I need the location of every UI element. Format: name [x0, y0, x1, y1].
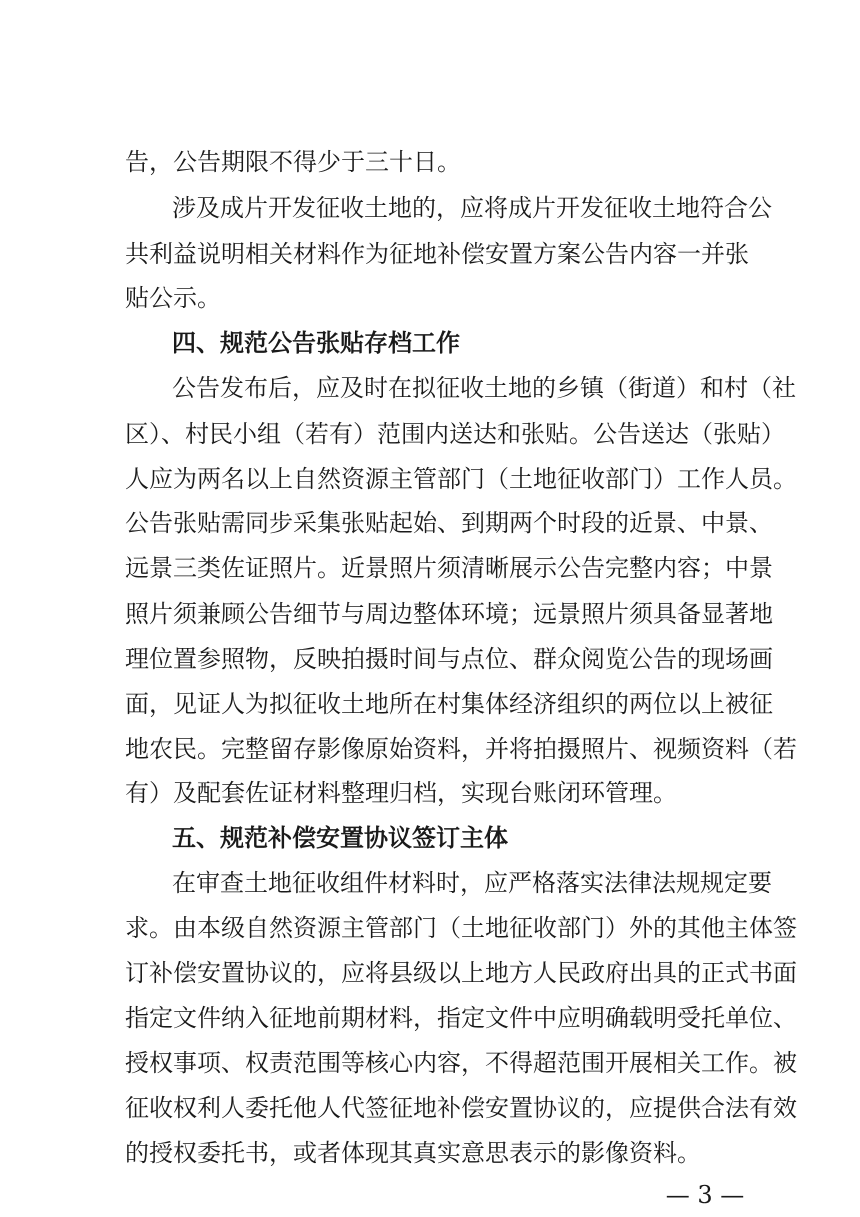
page-number: — 3 — — [665, 1181, 745, 1209]
text-line: 照片须兼顾公告细节与周边整体环境；远景照片须具备显著地 — [125, 600, 773, 628]
text-line: 征收权利人委托他人代签征地补偿安置协议的，应提供合法有效 — [125, 1094, 797, 1122]
section-heading: 四、规范公告张贴存档工作 — [172, 329, 460, 357]
text-line: 面，见证人为拟征收土地所在村集体经济组织的两位以上被征 — [125, 690, 773, 718]
text-line: 有）及配套佐证材料整理归档，实现台账闭环管理。 — [125, 779, 677, 807]
text-line: 授权事项、权责范围等核心内容，不得超范围开展相关工作。被 — [125, 1049, 797, 1077]
text-line: 贴公示。 — [125, 284, 221, 312]
text-line: 远景三类佐证照片。近景照片须清晰展示公告完整内容；中景 — [125, 554, 773, 582]
text-line: 共利益说明相关材料作为征地补偿安置方案公告内容一并张 — [125, 240, 749, 268]
section-heading: 五、规范补偿安置协议签订主体 — [172, 824, 508, 852]
text-line: 订补偿安置协议的，应将县级以上地方人民政府出具的正式书面 — [125, 959, 797, 987]
text-line: 人应为两名以上自然资源主管部门（土地征收部门）工作人员。 — [125, 465, 797, 493]
text-line: 公告发布后，应及时在拟征收土地的乡镇（街道）和村（社 — [172, 374, 796, 402]
text-line: 在审查土地征收组件材料时，应严格落实法律法规规定要 — [172, 869, 772, 897]
text-line: 告，公告期限不得少于三十日。 — [125, 148, 461, 176]
text-line: 涉及成片开发征收土地的，应将成片开发征收土地符合公 — [172, 194, 772, 222]
text-line: 求。由本级自然资源主管部门（土地征收部门）外的其他主体签 — [125, 914, 797, 942]
text-line: 地农民。完整留存影像原始资料，并将拍摄照片、视频资料（若 — [125, 735, 797, 763]
text-line: 公告张贴需同步采集张贴起始、到期两个时段的近景、中景、 — [125, 509, 773, 537]
text-line: 理位置参照物，反映拍摄时间与点位、群众阅览公告的现场画 — [125, 645, 773, 673]
text-line: 的授权委托书，或者体现其真实意思表示的影像资料。 — [125, 1139, 701, 1167]
text-line: 区）、村民小组（若有）范围内送达和张贴。公告送达（张贴） — [125, 420, 785, 448]
text-line: 指定文件纳入征地前期材料，指定文件中应明确载明受托单位、 — [125, 1004, 797, 1032]
